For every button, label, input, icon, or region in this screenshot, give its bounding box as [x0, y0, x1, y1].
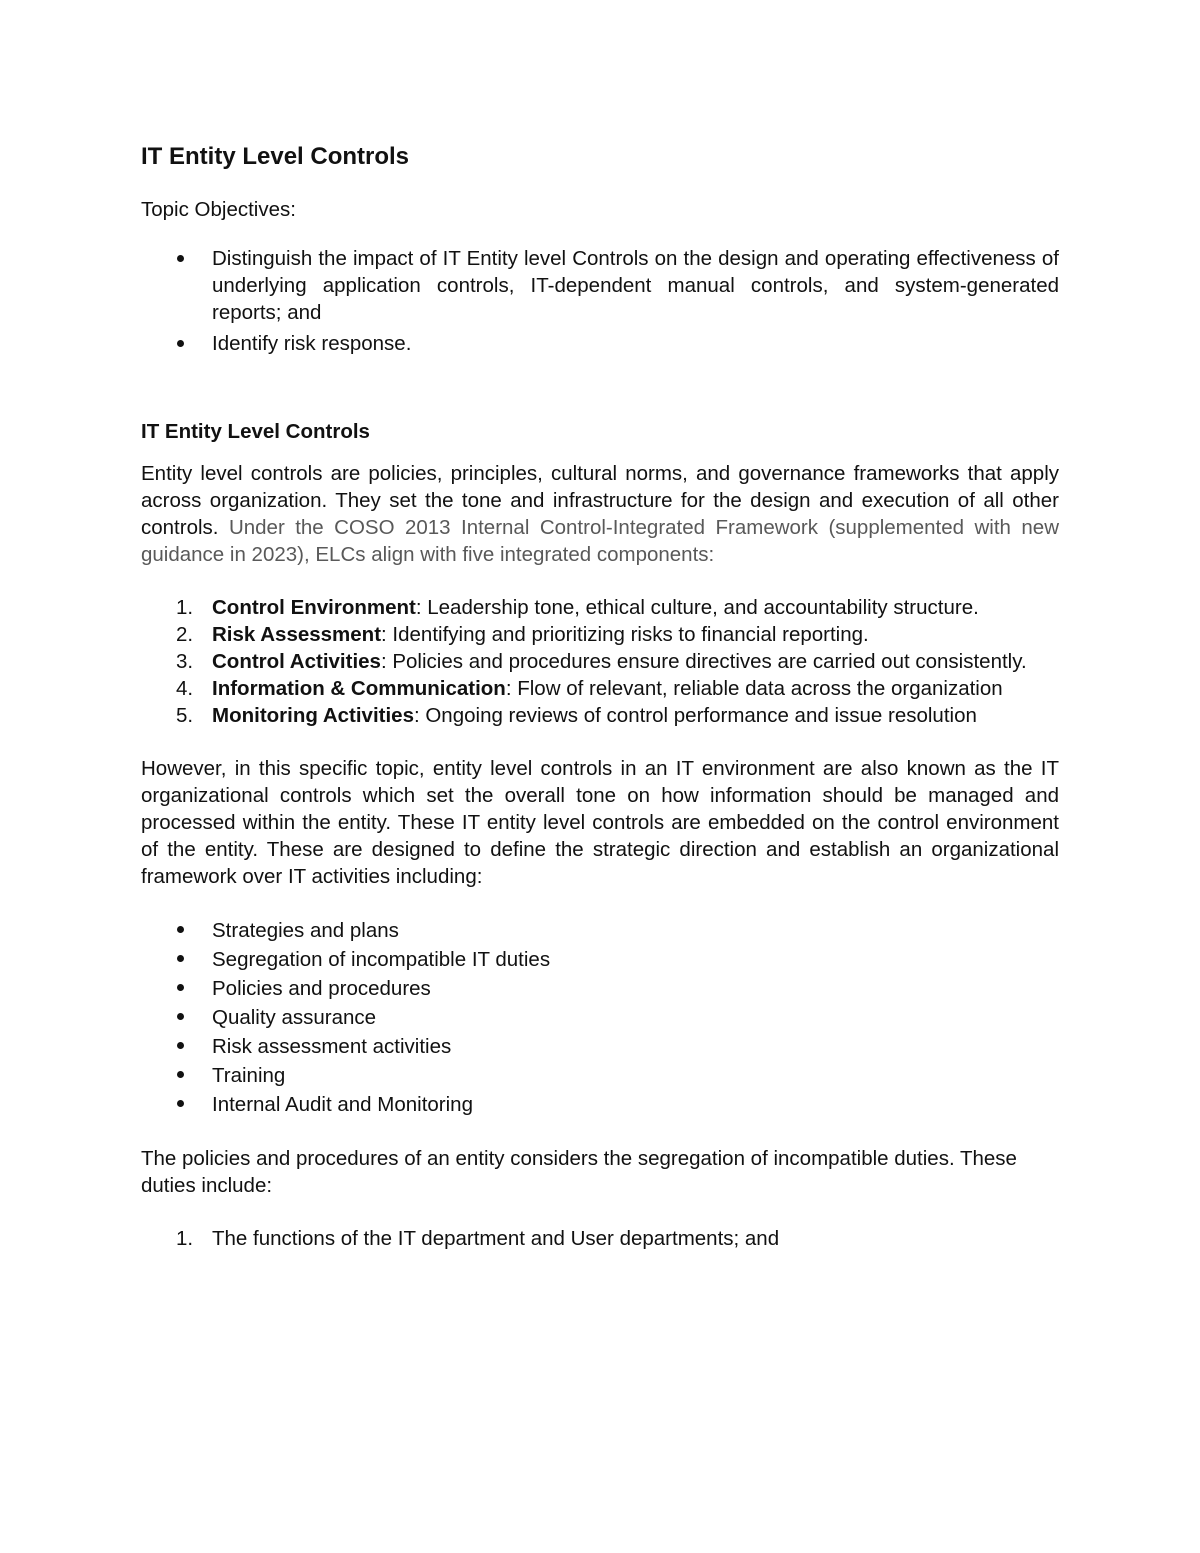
list-item: Distinguish the impact of IT Entity level Controls on the design and operating effectiveness of underlying application controls, IT-dependent manual controls, and system-generated reports; and	[141, 245, 1059, 326]
component-term: Risk Assessment	[212, 623, 382, 646]
however-paragraph: However, in this specific topic, entity level controls in an IT environment are also known as the IT organizational controls which set the overall tone on how information should be managed and processed within the entity. These IT entity level controls are embedded on the control environment of the entity. These are designed to define the strategic direction and establish an organizational framework over IT activities including:	[141, 757, 1059, 888]
bullet-icon	[177, 984, 184, 991]
duties-paragraph: The policies and procedures of an entity considers the segregation of incompatible duties. These duties include:	[141, 1147, 1017, 1197]
component-term: Control Activities	[212, 650, 381, 673]
bullet-icon	[177, 340, 184, 347]
section-heading: IT Entity Level Controls	[141, 420, 370, 443]
list-item: Quality assurance	[141, 1003, 1059, 1032]
list-item: Strategies and plans	[141, 916, 1059, 945]
list-item: 4. Information & Communication: Flow of relevant, reliable data across the organization	[176, 677, 1003, 700]
list-item: Risk assessment activities	[141, 1032, 1059, 1061]
objectives-list	[141, 245, 1059, 357]
list-item: 3. Control Activities: Policies and procedures ensure directives are carried out consistently.	[176, 650, 1027, 673]
component-term: Control Environment	[212, 596, 416, 619]
component-desc: : Flow of relevant, reliable data across the organization	[505, 677, 1003, 700]
bullet-icon	[177, 1013, 184, 1020]
intro-text-coso: Under the COSO 2013 Internal Control-Integrated Framework (supplemented with new guidance in 2023), ELCs align with five integrated components:	[141, 516, 1060, 566]
component-desc: : Policies and procedures ensure directives are carried out consistently.	[380, 650, 1027, 673]
list-item: Identify risk response.	[141, 330, 1059, 357]
list-item: 5. Monitoring Activities: Ongoing reviews of control performance and issue resolution	[176, 704, 977, 727]
list-item: 1. The functions of the IT department and User departments; and	[176, 1227, 780, 1250]
intro-paragraph	[141, 460, 1059, 568]
duties-list	[141, 1225, 1059, 1252]
bullet-icon	[177, 1071, 184, 1078]
coso-components-list	[141, 594, 1059, 729]
intro-text: Entity level controls are policies, principles, cultural norms, and governance frameworks that apply across organization. They set the tone and infrastructure for the design and execution of all other controls.	[141, 462, 1059, 539]
component-desc: : Leadership tone, ethical culture, and accountability structure.	[415, 596, 979, 619]
it-activities-list	[141, 916, 1059, 1119]
list-item: Policies and procedures	[141, 974, 1059, 1003]
component-term: Monitoring Activities	[212, 704, 414, 727]
bullet-icon	[177, 926, 184, 933]
page-title: IT Entity Level Controls	[141, 143, 410, 170]
bullet-icon	[177, 255, 184, 262]
list-item: 1. Control Environment: Leadership tone, ethical culture, and accountability structure.	[176, 596, 979, 619]
list-item: Training	[141, 1061, 1059, 1090]
list-item: Segregation of incompatible IT duties	[141, 945, 1059, 974]
component-desc: : Ongoing reviews of control performance and issue resolution	[413, 704, 977, 727]
list-item: 2. Risk Assessment: Identifying and prioritizing risks to financial reporting.	[176, 623, 869, 646]
list-item: Internal Audit and Monitoring	[141, 1090, 1059, 1119]
bullet-icon	[177, 1042, 184, 1049]
bullet-icon	[177, 1100, 184, 1107]
component-term: Information & Communication	[212, 677, 506, 700]
component-desc: : Identifying and prioritizing risks to financial reporting.	[381, 623, 869, 646]
document-content	[141, 140, 1059, 1252]
bullet-icon	[177, 955, 184, 962]
objectives-label: Topic Objectives:	[141, 198, 296, 221]
